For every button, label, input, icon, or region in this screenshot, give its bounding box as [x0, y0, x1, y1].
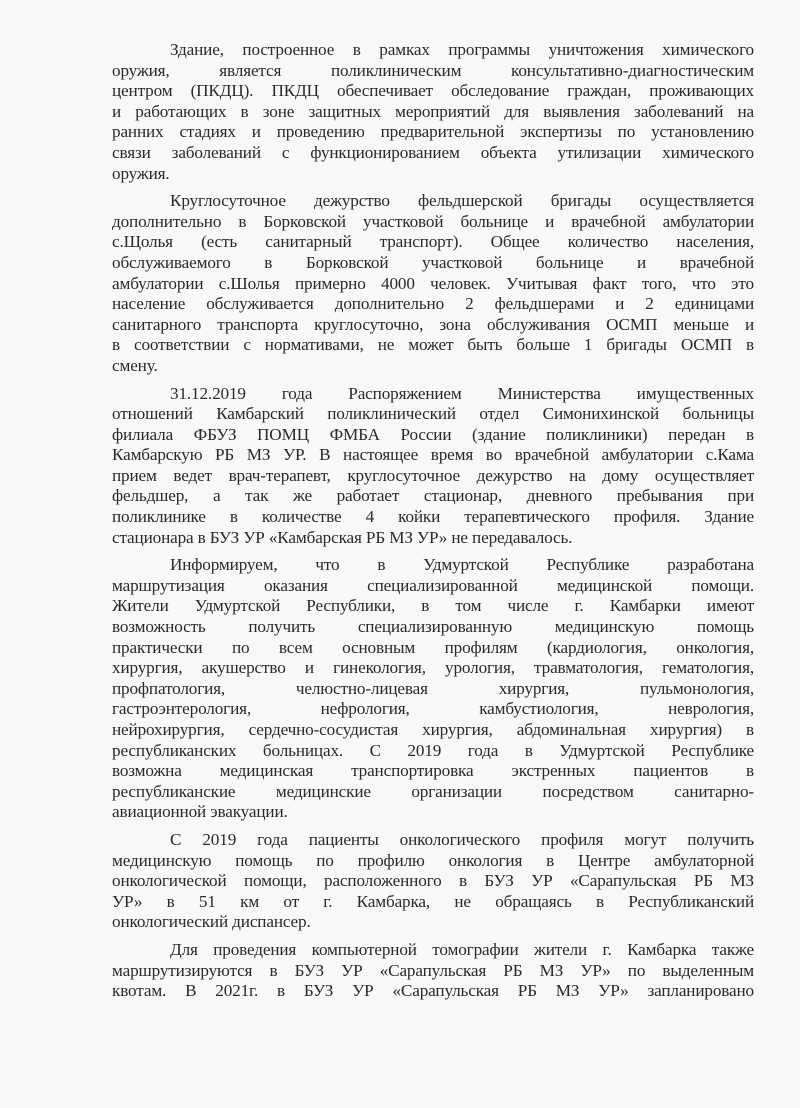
text-line: медицинскую помощь по профилю онкология в Центре амбулаторной	[112, 850, 754, 870]
text-line: гастроэнтерология, нефрология, камбустиология, неврология,	[112, 699, 754, 719]
text-line: Камбарскую РБ МЗ УР. В настоящее время во врачебной амбулатории с.Кама	[112, 445, 754, 465]
text-line: профпатология, челюстно-лицевая хирургия, пульмонология,	[112, 678, 754, 698]
text-line: в соответствии с нормативами, не может быть больше 1 бригады ОСМП в	[112, 335, 754, 355]
text-line: фельдшер, а так же работает стационар, дневного пребывания при	[112, 486, 754, 506]
text-line: поликлинике в количестве 4 койки терапевтического профиля. Здание	[112, 507, 754, 527]
text-line: Жители Удмуртской Республики, в том числе г. Камбарки имеют	[112, 596, 754, 616]
text-line: маршрутизируются в БУЗ УР «Сарапульская РБ МЗ УР» по выделенным	[112, 960, 754, 980]
text-line: отношений Камбарский поликлинический отдел Симонихинской больницы	[112, 404, 754, 424]
text-line: население обслуживается дополнительно 2 фельдшерами и 2 единицами	[112, 294, 754, 314]
text-line: санитарного транспорта круглосуточно, зона обслуживания ОСМП меньше и	[112, 314, 754, 334]
text-line: возможность получить специализированную медицинскую помощь	[112, 617, 754, 637]
paragraph	[112, 191, 754, 376]
text-line: филиала ФБУЗ ПОМЦ ФМБА России (здание поликлиники) передан в	[112, 424, 754, 444]
text-line: Круглосуточное дежурство фельдшерской бригады осуществляется	[170, 191, 754, 211]
paragraph	[112, 940, 754, 1002]
text-line: нейрохирургия, сердечно-сосудистая хирургия, абдоминальная хирургия) в	[112, 720, 754, 739]
text-line: С 2019 года пациенты онкологического профиля могут получить	[170, 829, 754, 849]
text-line: оружия.	[112, 163, 170, 183]
text-line: практически по всем основным профилям (кардиология, онкология,	[112, 637, 754, 657]
text-line: ранних стадиях и проведению предварительной экспертизы по установлению	[112, 122, 754, 142]
text-line: хирургия, акушерство и гинекология, урология, травматология, гематология,	[112, 658, 754, 678]
text-line: квотам. В 2021г. в БУЗ УР «Сарапульская РБ МЗ УР» запланировано	[112, 981, 754, 1001]
text-line: возможна медицинская транспортировка экстренных пациентов в	[112, 761, 754, 781]
paragraph	[112, 384, 754, 549]
text-line: оружия, является поликлиническим консультативно-диагностическим	[112, 60, 754, 80]
text-line: авиационной эвакуации.	[112, 802, 288, 822]
text-line: дополнительно в Борковской участковой больнице и врачебной амбулатории	[112, 211, 754, 231]
text-line: онкологической помощи, расположенного в БУЗ УР «Сарапульская РБ МЗ	[112, 871, 754, 891]
text-line: смену.	[112, 355, 158, 375]
text-line: 31.12.2019 года Распоряжением Министерства имущественных	[170, 383, 754, 403]
paragraph	[112, 40, 754, 184]
text-line: связи заболеваний с функционированием объекта утилизации химического	[112, 142, 754, 162]
text-line: онкологический диспансер.	[112, 912, 311, 932]
text-line: с.Щолья (есть санитарный транспорт). Общее количество населения,	[112, 232, 754, 252]
text-line: центром (ПКДЦ). ПКДЦ обеспечивает обследование граждан, проживающих	[112, 81, 754, 101]
document-body	[112, 40, 754, 1009]
text-line: стационара в БУЗ УР «Камбарская РБ МЗ УР» не передавалось.	[112, 527, 573, 547]
text-line: Информируем, что в Удмуртской Республике разработана	[170, 555, 754, 575]
text-line: прием ведет врач-терапевт, круглосуточное дежурство на дому осуществляет	[112, 465, 754, 485]
text-line: республиканские медицинские организации посредством санитарно-	[112, 781, 754, 801]
text-line: обслуживаемого в Борковской участковой больнице и врачебной	[112, 252, 754, 272]
paragraph	[112, 830, 754, 933]
text-line: Здание, построенное в рамках программы уничтожения химического	[170, 40, 754, 59]
text-line: Для проведения компьютерной томографии жители г. Камбарка также	[170, 939, 754, 959]
text-line: маршрутизация оказания специализированной медицинской помощи.	[112, 575, 754, 595]
text-line: и работающих в зоне защитных мероприятий для выявления заболеваний на	[112, 101, 754, 121]
text-line: республиканских больницах. С 2019 года в Удмуртской Республике	[112, 740, 754, 760]
text-line: УР» в 51 км от г. Камбарка, не обращаясь в Республиканский	[112, 891, 754, 911]
paragraph	[112, 555, 754, 823]
text-line: амбулатории с.Шолья примерно 4000 человек. Учитывая факт того, что это	[112, 273, 754, 293]
